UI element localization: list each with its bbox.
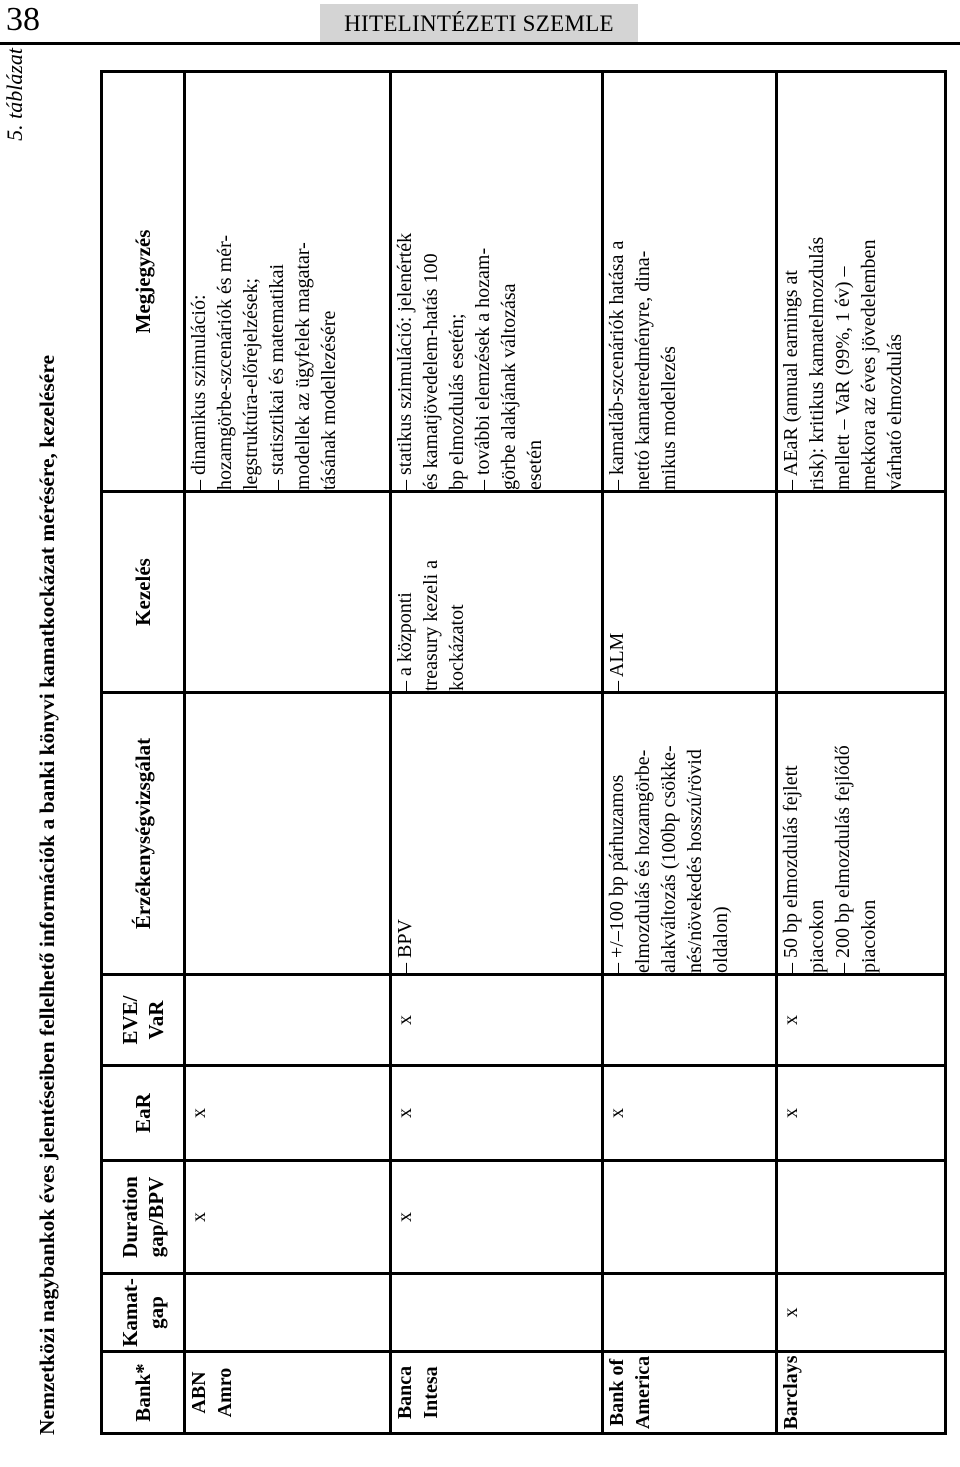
table-row: [390, 72, 603, 1434]
kezeles-cell: – ALM: [603, 492, 776, 693]
bank-name: Banca Intesa: [390, 1352, 603, 1434]
megjegyzes-cell: – statikus szimuláció: jelenérték és kamatjövedelem-hatás 100 bp elmozdulás esetén; – további elemzések a hozam- görbe alakjának változása esetén: [390, 72, 603, 492]
header-row: [102, 72, 185, 1434]
ear-mark: x: [185, 1066, 391, 1161]
duration-gap-mark: x: [390, 1161, 603, 1274]
table-row: [603, 72, 776, 1434]
kezeles-cell: [185, 492, 391, 693]
bank-name: Barclays: [776, 1352, 945, 1434]
eve-var-mark: x: [776, 975, 945, 1066]
kezeles-cell: [776, 492, 945, 693]
kamat-gap-mark: [603, 1274, 776, 1352]
eve-var-mark: x: [390, 975, 603, 1066]
journal-title: HITELINTÉZETI SZEMLE: [320, 4, 638, 42]
data-table: [100, 70, 947, 1435]
column-header-eve-var: EVE/ VaR: [102, 975, 185, 1066]
ear-mark: x: [776, 1066, 945, 1161]
duration-gap-mark: x: [185, 1161, 391, 1274]
eve-var-mark: [185, 975, 391, 1066]
page-number: 38: [6, 1, 40, 38]
column-header-bank: Bank*: [102, 1352, 185, 1434]
erzekenyseg-cell: – +/–100 bp párhuzamos elmozdulás és hozamgörbe- alakváltozás (100bp csökke- nés/növekedés hosszú/rövid oldalon): [603, 693, 776, 975]
bank-name: Bank of America: [603, 1352, 776, 1434]
kezeles-cell: – a központi treasury kezeli a kockázatot: [390, 492, 603, 693]
bank-name: ABN Amro: [185, 1352, 391, 1434]
duration-gap-mark: [776, 1161, 945, 1274]
table-row: [185, 72, 391, 1434]
kamat-gap-mark: [185, 1274, 391, 1352]
ear-mark: x: [390, 1066, 603, 1161]
table-caption: Nemzetközi nagybankok éves jelentéseiben fellelhető információk a banki könyvi kamatkockázat mérésére, kezelésére: [35, 354, 59, 1435]
eve-var-mark: [603, 975, 776, 1066]
megjegyzes-cell: – kamatláb-szcenáriók hatása a nettó kamateredményre, dina- mikus modellezés: [603, 72, 776, 492]
erzekenyseg-cell: [185, 693, 391, 975]
table-row: [776, 72, 945, 1434]
column-header-kezeles: Kezelés: [102, 492, 185, 693]
duration-gap-mark: [603, 1161, 776, 1274]
erzekenyseg-cell: – BPV: [390, 693, 603, 975]
column-header-duration-gap: Duration gap/BPV: [102, 1161, 185, 1274]
table-label: 5. táblázat: [2, 48, 27, 141]
megjegyzes-cell: – dinamikus szimuláció: hozamgörbe-szcenáriók és mér- legstruktúra-előrejelzések; – statisztikai és matematikai modellek az ügyfelek magatar- tásának modellezésére: [185, 72, 391, 492]
kamat-gap-mark: [390, 1274, 603, 1352]
column-header-erzekenyseg: Érzékenységvizsgálat: [102, 693, 185, 975]
column-header-ear: EaR: [102, 1066, 185, 1161]
column-header-megjegyzes: Megjegyzés: [102, 72, 185, 492]
ear-mark: x: [603, 1066, 776, 1161]
megjegyzes-cell: – AEaR (annual earnings at risk): kritikus kamatelmozdulás mellett – VaR (99%, 1 év) – mekkora az éves jövedelemben várható elmozdulás: [776, 72, 945, 492]
erzekenyseg-cell: – 50 bp elmozdulás fejlett piacokon – 200 bp elmozdulás fejlődő piacokon: [776, 693, 945, 975]
column-header-kamat-gap: Kamat- gap: [102, 1274, 185, 1352]
kamat-gap-mark: x: [776, 1274, 945, 1352]
